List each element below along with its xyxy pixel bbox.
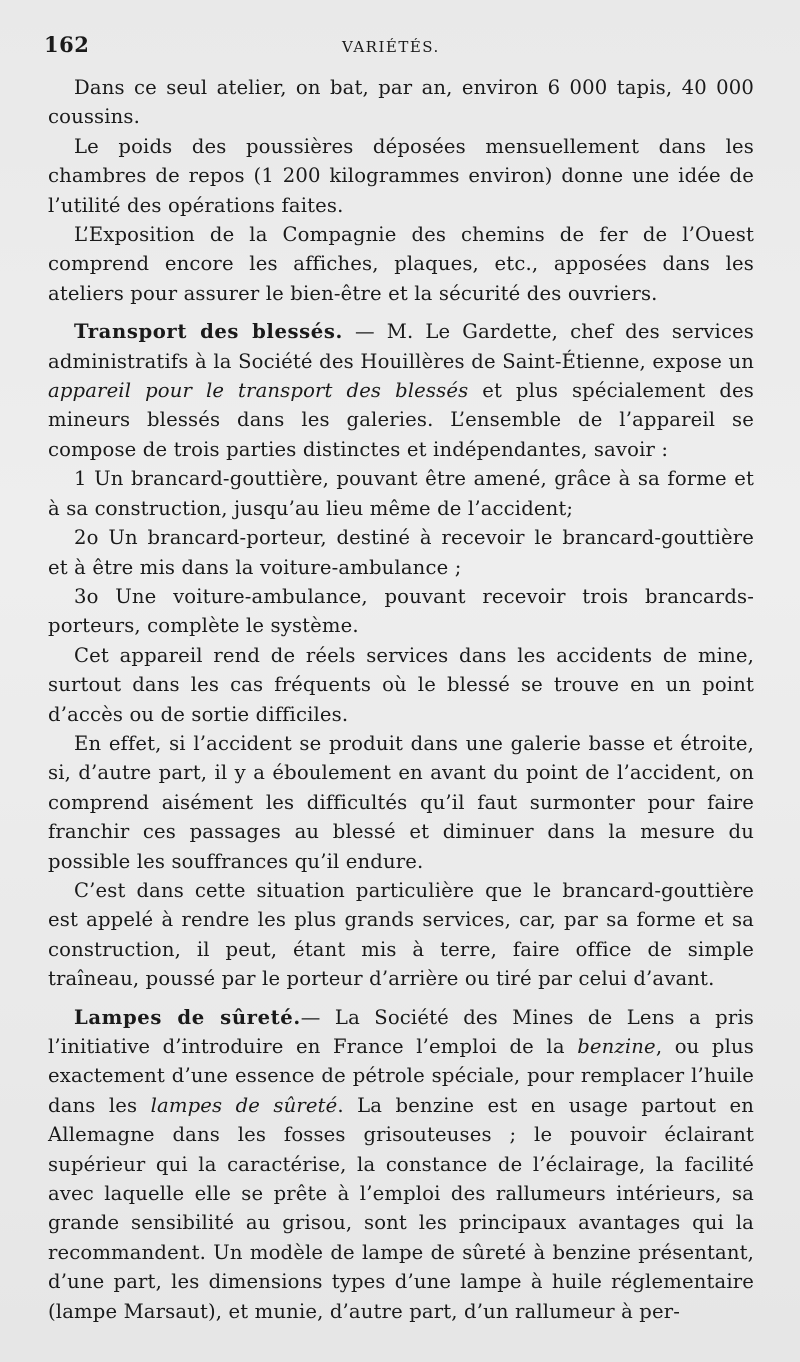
- body-text: [48, 73, 754, 1326]
- italic-text: appareil pour le transport des blessés: [48, 379, 469, 403]
- paragraph: Le poids des poussières déposées mensuellement dans les chambres de repos (1 200 kilogrammes environ) donne une idée de l’utilité des opérations faites.: [48, 134, 754, 217]
- section-title: Lampes de sûreté.: [74, 1005, 301, 1029]
- paragraph-text: — M. Le Gardette, chef des services administratifs à la Société des Houillères de Saint-Étienne, expose un: [48, 320, 755, 373]
- paragraph: Dans ce seul atelier, on bat, par an, environ 6 000 tapis, 40 000 coussins.: [48, 76, 754, 129]
- running-head: VARIÉTÉS.: [342, 38, 440, 56]
- list-item: 2o Un brancard-porteur, destiné à recevoir le brancard-gouttière et à être mis dans la voiture-ambulance ;: [48, 526, 754, 579]
- section-transport-des-blesses: [48, 317, 754, 464]
- paragraph: Cet appareil rend de réels services dans les accidents de mine, surtout dans les cas fréquents où le blessé se trouve en un point d’accès ou de sortie difficiles.: [48, 643, 754, 726]
- italic-text: benzine: [577, 1035, 656, 1058]
- paragraph: L’Exposition de la Compagnie des chemins de fer de l’Ouest comprend encore les affiches, plaques, etc., apposées dans les ateliers pour assurer le bien-être et la sécurité des ouvriers.: [48, 223, 754, 305]
- page-header: [44, 32, 756, 62]
- list-item: 1 Un brancard-gouttière, pouvant être amené, grâce à sa forme et à sa construction, jusqu’au lieu même de l’accident;: [48, 467, 754, 520]
- italic-text: lampes de sûreté: [150, 1093, 338, 1117]
- page-number: 162: [44, 32, 90, 57]
- paragraph-text: . La benzine est en usage partout en Allemagne dans les fosses grisouteuses ; le pouvoir éclairant supérieur qui la caractérise, la constance de l’éclairage, la facilité avec laquelle elle se prête à l’emploi des rallumeurs intérieurs, sa grande sensibilité au grisou, sont les principaux avantages qui la recommandent. Un modèle de lampe de sûreté à benzine présentant, d’une part, les dimensions types d’une lampe à huile réglementaire (lampe Marsaut), et munie, d’autre part, d’un rallumeur à per-: [48, 1093, 754, 1323]
- section-title: Transport des blessés.: [74, 320, 343, 344]
- paragraph: En effet, si l’accident se produit dans une galerie basse et étroite, si, d’autre part, il y a éboulement en avant du point de l’accident, on comprend aisément les difficultés qu’il faut surmonter pour faire franchir ces passages au blessé et diminuer dans la mesure du possible les souffrances qu’il endure.: [48, 731, 754, 873]
- paragraph: C’est dans cette situation particulière que le brancard-gouttière est appelé à rendre les plus grands services, car, par sa forme et sa construction, il peut, étant mis à terre, faire office de simple traîneau, poussé par le porteur d’arrière ou tiré par celui d’avant.: [48, 878, 754, 991]
- paragraph-text: et plus spécialement des mineurs blessés dans les galeries. L’ensemble de l’appareil se compose de trois parties distinctes et indépendantes, savoir :: [48, 379, 754, 461]
- paragraph-text: — La Société des Mines de Lens a pris l’initiative d’introduire en France l’emploi de la: [48, 1005, 754, 1058]
- paragraph-text: , ou plus exactement d’une essence de pétrole spéciale, pour remplacer l’huile dans les: [48, 1035, 755, 1117]
- list-item: 3o Une voiture-ambulance, pouvant recevoir trois brancards-porteurs, complète le système.: [48, 584, 754, 638]
- section-lampes-de-surete: [48, 1003, 754, 1326]
